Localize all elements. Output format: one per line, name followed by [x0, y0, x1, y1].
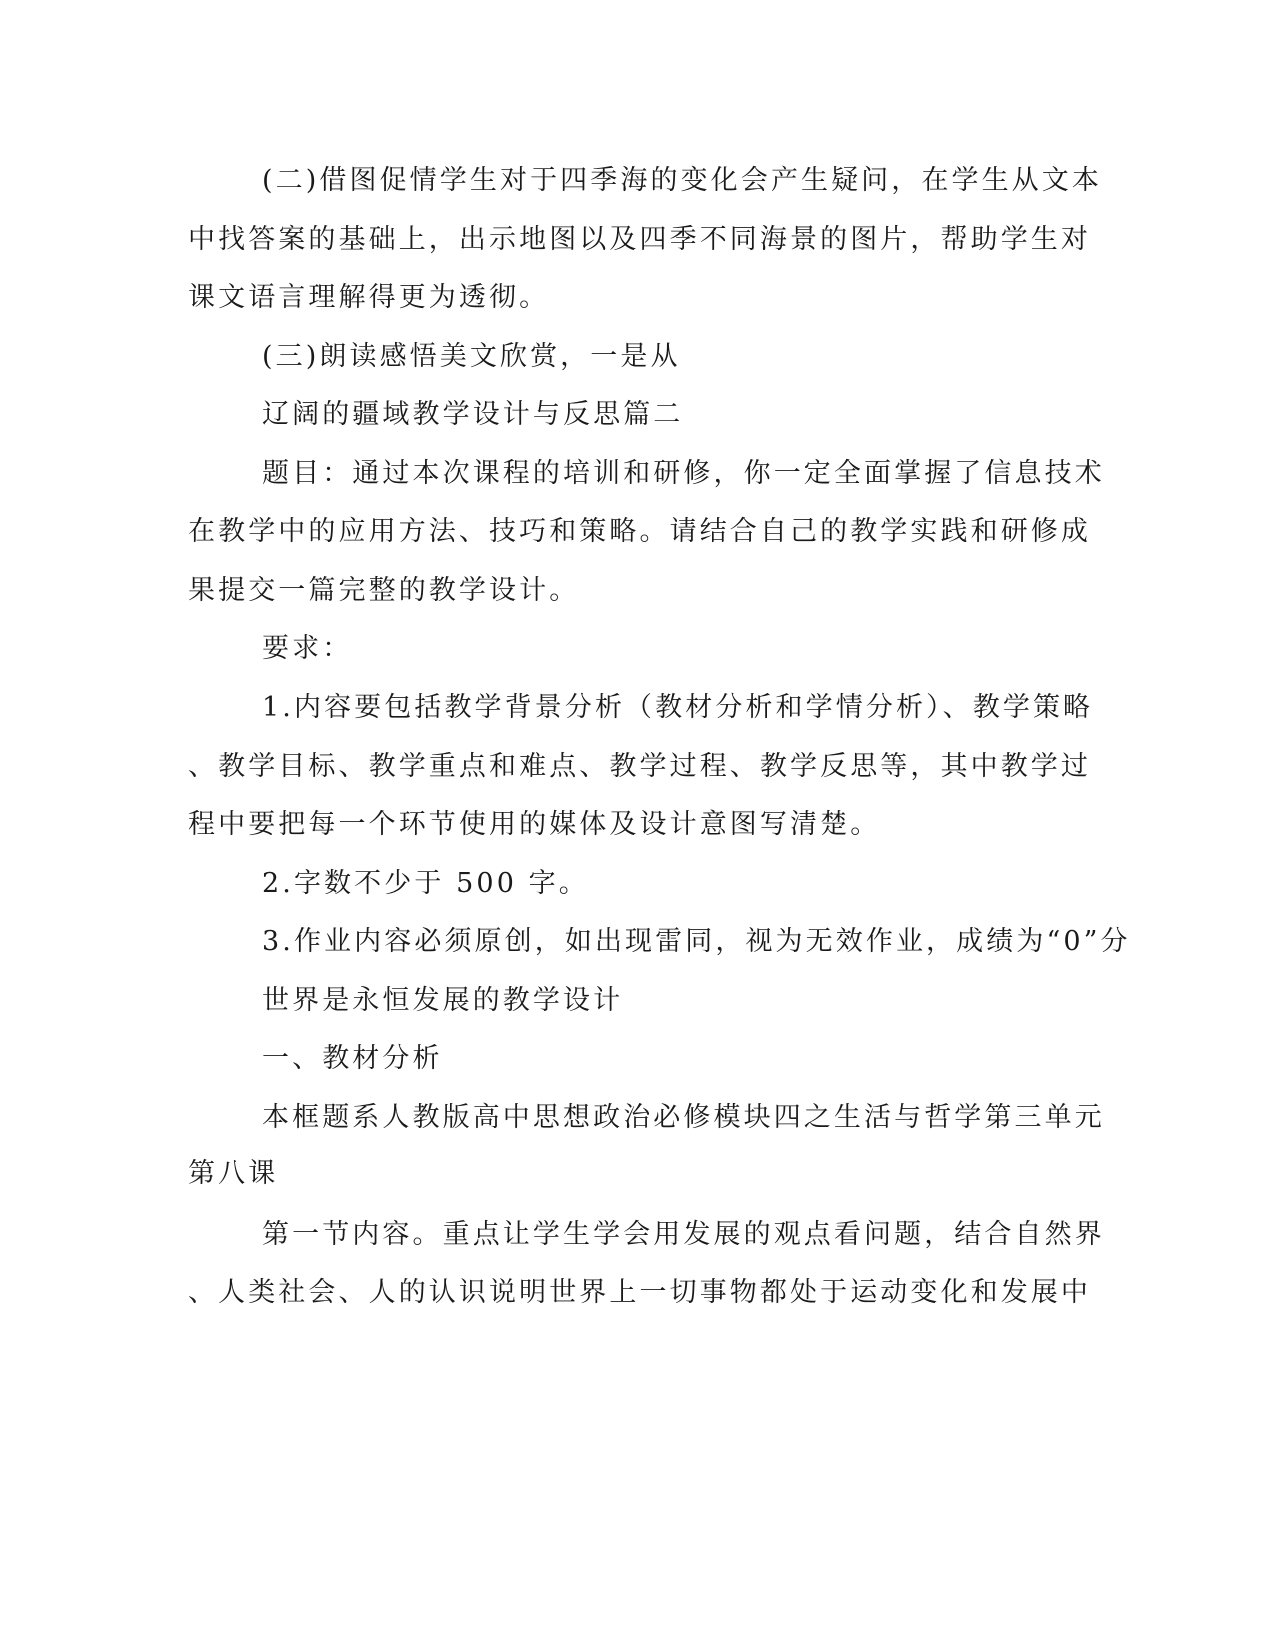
paragraph-line: 、人类社会、人的认识说明世界上一切事物都处于运动变化和发展中 [188, 1277, 1091, 1308]
paragraph-line: 课文语言理解得更为透彻。 [188, 282, 550, 313]
paragraph-line: 第一节内容。重点让学生学会用发展的观点看问题，结合自然界 [262, 1219, 1105, 1250]
section-heading: 辽阔的疆域教学设计与反思篇二 [262, 399, 684, 430]
paragraph-line: 果提交一篇完整的教学设计。 [188, 575, 580, 606]
section-heading: 世界是永恒发展的教学设计 [262, 985, 624, 1016]
list-item-continuation: 程中要把每一个环节使用的媒体及设计意图写清楚。 [188, 809, 881, 840]
list-item: 1.内容要包括教学背景分析（教材分析和学情分析）、教学策略 [262, 692, 1094, 723]
list-item-continuation: 、教学目标、教学重点和难点、教学过程、教学反思等，其中教学过 [188, 751, 1091, 782]
subsection-heading: 一、教材分析 [262, 1043, 443, 1074]
paragraph-line: 本框题系人教版高中思想政治必修模块四之生活与哲学第三单元 [262, 1102, 1105, 1133]
list-item: 3.作业内容必须原创，如出现雷同，视为无效作业，成绩为“0”分 [262, 926, 1131, 957]
list-item: 2.字数不少于 500 字。 [262, 868, 589, 899]
paragraph-line: 第八课 [188, 1158, 279, 1189]
requirements-label: 要求： [262, 633, 353, 664]
paragraph-line: 在教学中的应用方法、技巧和策略。请结合自己的教学实践和研修成 [188, 516, 1091, 547]
paragraph-line: (二)借图促情学生对于四季海的变化会产生疑问，在学生从文本 [262, 165, 1102, 196]
paragraph-line: 题目：通过本次课程的培训和研修，你一定全面掌握了信息技术 [262, 458, 1105, 489]
paragraph-line: (三)朗读感悟美文欣赏，一是从 [262, 341, 681, 372]
paragraph-line: 中找答案的基础上，出示地图以及四季不同海景的图片，帮助学生对 [188, 224, 1091, 255]
